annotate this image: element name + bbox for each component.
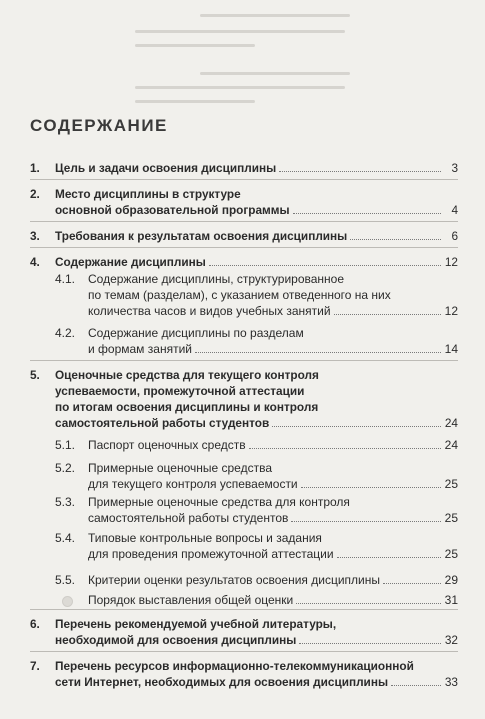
toc-entry-line: сети Интернет, необходимых для освоения дисциплины bbox=[55, 675, 389, 689]
toc-entry-line: Перечень рекомендуемой учебной литературы, bbox=[55, 617, 337, 631]
dot-leader bbox=[272, 425, 441, 427]
toc-entry-line: самостоятельной работы студентов bbox=[88, 511, 289, 525]
toc-page-number: 24 bbox=[444, 438, 458, 452]
dot-leader bbox=[301, 486, 441, 488]
toc-entry-line: Примерные оценочные средства bbox=[88, 461, 272, 475]
section-separator bbox=[30, 360, 458, 361]
toc-page-number: 25 bbox=[444, 477, 458, 491]
toc-entry-number: 1. bbox=[30, 161, 40, 175]
bleed-through-line bbox=[135, 86, 345, 89]
toc-entry-number: 5.5. bbox=[55, 573, 76, 587]
toc-entry-text bbox=[55, 658, 458, 690]
toc-entry-line: по итогам освоения дисциплины и контроля bbox=[55, 400, 319, 414]
toc-entry-number: 6. bbox=[30, 617, 40, 631]
toc-entry-text bbox=[88, 271, 458, 319]
toc-entry-line: успеваемости, промежуточной аттестации bbox=[55, 384, 305, 398]
toc-entry-line: Содержание дисциплины, структурированное bbox=[88, 272, 345, 286]
dot-leader bbox=[293, 212, 441, 214]
toc-entry-text bbox=[88, 530, 458, 562]
toc-entry-text bbox=[88, 592, 458, 608]
toc-page-number: 14 bbox=[444, 342, 458, 356]
toc-entry-line: для проведения промежуточной аттестации bbox=[88, 547, 334, 561]
toc-entry-line: Порядок выставления общей оценки bbox=[88, 593, 294, 607]
dot-leader bbox=[299, 642, 441, 644]
section-separator bbox=[30, 247, 458, 248]
toc-entry-text bbox=[88, 460, 458, 492]
section-separator bbox=[30, 651, 458, 652]
page-title: СОДЕРЖАНИЕ bbox=[30, 116, 168, 135]
toc-entry-line: Содержание дисциплины по разделам bbox=[88, 326, 304, 340]
toc-entry-number: 4. bbox=[30, 255, 40, 269]
toc-entry-line: Типовые контрольные вопросы и задания bbox=[88, 531, 322, 545]
toc-page-number: 12 bbox=[444, 255, 458, 269]
toc-entry-line: самостоятельной работы студентов bbox=[55, 416, 270, 430]
toc-entry-text bbox=[55, 186, 458, 218]
dot-leader bbox=[383, 582, 441, 584]
toc-entry-number: 3. bbox=[30, 229, 40, 243]
section-separator bbox=[30, 179, 458, 180]
toc-entry-line: для текущего контроля успеваемости bbox=[88, 477, 298, 491]
toc-entry-text bbox=[88, 437, 458, 453]
bleed-through-line bbox=[200, 14, 350, 17]
toc-entry-line: необходимой для освоения дисциплины bbox=[55, 633, 297, 647]
toc-entry-line: Примерные оценочные средства для контроля bbox=[88, 495, 350, 509]
toc-entry-number: 4.1. bbox=[55, 272, 76, 286]
dot-leader bbox=[209, 264, 441, 266]
toc-page-number: 33 bbox=[444, 675, 458, 689]
toc-entry-line: Место дисциплины в структуре bbox=[55, 187, 241, 201]
toc-entry-text bbox=[55, 160, 458, 176]
dot-leader bbox=[291, 520, 441, 522]
toc-entry-line: Цель и задачи освоения дисциплины bbox=[55, 161, 277, 175]
toc-entry-line: Паспорт оценочных средств bbox=[88, 438, 246, 452]
dot-leader bbox=[296, 602, 441, 604]
toc-entry-text bbox=[88, 494, 458, 526]
dot-leader bbox=[350, 238, 441, 240]
dot-leader bbox=[391, 684, 441, 686]
toc-page-number: 12 bbox=[444, 304, 458, 318]
toc-entry-line: Критерии оценки результатов освоения дисциплины bbox=[88, 573, 380, 587]
toc-entry-number: 5.2. bbox=[55, 461, 76, 475]
toc-entry-number: 4.2. bbox=[55, 326, 76, 340]
dot-leader bbox=[195, 351, 441, 353]
toc-page-number: 25 bbox=[444, 511, 458, 525]
toc-entry-text bbox=[55, 228, 458, 244]
toc-page-number: 25 bbox=[444, 547, 458, 561]
toc-page-number: 24 bbox=[444, 416, 458, 430]
toc-entry-text bbox=[88, 325, 458, 357]
toc-entry-line: и формам занятий bbox=[88, 342, 192, 356]
dot-leader bbox=[337, 556, 441, 558]
dot-leader bbox=[334, 313, 441, 315]
toc-entry-number: 7. bbox=[30, 659, 40, 673]
toc-page-number: 4 bbox=[451, 203, 458, 217]
toc-entry-line: Содержание дисциплины bbox=[55, 255, 206, 269]
toc-page-number: 6 bbox=[451, 229, 458, 243]
bleed-through-line bbox=[135, 100, 255, 103]
toc-entry-text bbox=[55, 254, 458, 270]
toc-entry-number: 5.3. bbox=[55, 495, 76, 509]
toc-entry-line: Перечень ресурсов информационно-телекоммуникационной bbox=[55, 659, 414, 673]
toc-page-number: 31 bbox=[444, 593, 458, 607]
bleed-through-line bbox=[135, 30, 345, 33]
section-separator bbox=[30, 609, 458, 610]
bleed-through-line bbox=[200, 72, 350, 75]
bleed-through-line bbox=[135, 44, 255, 47]
toc-entry-line: Оценочные средства для текущего контроля bbox=[55, 368, 319, 382]
toc-entry-line: количества часов и видов учебных занятий bbox=[88, 304, 331, 318]
toc-entry-number: 5.1. bbox=[55, 438, 76, 452]
toc-page-number: 32 bbox=[444, 633, 458, 647]
toc-entry-line: основной образовательной программы bbox=[55, 203, 290, 217]
toc-page-number: 29 bbox=[444, 573, 458, 587]
toc-entry-text bbox=[55, 616, 458, 648]
toc-entry-text bbox=[55, 367, 458, 431]
toc-entry-text bbox=[88, 572, 458, 588]
toc-entry-number: 2. bbox=[30, 187, 40, 201]
toc-entry-number: 5.4. bbox=[55, 531, 76, 545]
dot-leader bbox=[279, 170, 441, 172]
dot-leader bbox=[249, 447, 441, 449]
toc-entry-line: по темам (разделам), с указанием отведенного на них bbox=[88, 288, 391, 302]
bullet-icon bbox=[62, 596, 73, 607]
section-separator bbox=[30, 221, 458, 222]
toc-page-number: 3 bbox=[451, 161, 458, 175]
toc-entry-number: 5. bbox=[30, 368, 40, 382]
toc-entry-line: Требования к результатам освоения дисциплины bbox=[55, 229, 348, 243]
